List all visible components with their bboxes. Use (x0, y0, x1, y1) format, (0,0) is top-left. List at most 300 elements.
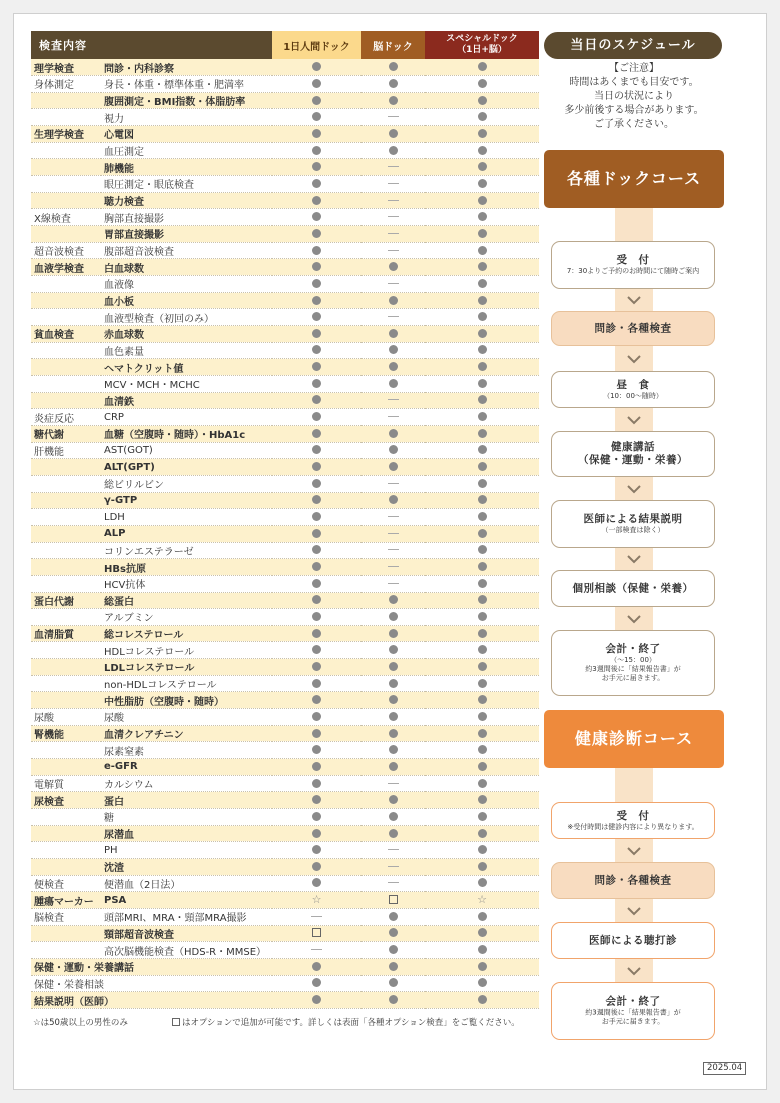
table-row (31, 92, 539, 109)
mark-cell-col1 (272, 709, 361, 726)
included-dot-icon (389, 729, 398, 738)
mark-cell-col2 (361, 259, 425, 276)
included-dot-icon (389, 445, 398, 454)
included-dot-icon (478, 495, 487, 504)
table-row (31, 192, 539, 209)
category-cell (31, 359, 101, 376)
included-dot-icon (478, 445, 487, 454)
included-dot-icon (389, 429, 398, 438)
star-icon: ☆ (311, 892, 322, 906)
mark-cell-col3 (425, 242, 539, 259)
mark-cell-col2 (361, 992, 425, 1009)
included-dot-icon (312, 179, 321, 188)
step-note: 約3週間後に「結果報告書」が (585, 1008, 681, 1017)
included-dot-icon (478, 545, 487, 554)
course_b-step (551, 802, 715, 839)
mark-cell-col1 (272, 859, 361, 876)
mark-cell-col2 (361, 942, 425, 959)
notice-line: 当日の状況により (594, 91, 674, 102)
mark-cell-col1 (272, 908, 361, 925)
included-dot-icon (312, 196, 321, 205)
mark-cell-col1 (272, 825, 361, 842)
mark-cell-col3 (425, 425, 539, 442)
mark-cell-col2 (361, 642, 425, 659)
mark-cell-col3 (425, 459, 539, 476)
included-dot-icon (389, 379, 398, 388)
not-included-dash-icon (388, 116, 399, 117)
category-cell (31, 859, 101, 876)
category-cell (31, 475, 101, 492)
mark-cell-col2 (361, 409, 425, 426)
flow-arrow-icon (626, 905, 642, 917)
included-dot-icon (389, 146, 398, 155)
item-cell: PH (101, 842, 272, 859)
table-row (31, 276, 539, 293)
category-cell: 結果説明（医師） (31, 992, 272, 1009)
step-title: 個別相談（保健・栄養） (572, 582, 694, 594)
included-dot-icon (312, 862, 321, 871)
mark-cell-col1 (272, 292, 361, 309)
category-cell: 尿検査 (31, 792, 101, 809)
included-dot-icon (389, 262, 398, 271)
mark-cell-col2 (361, 875, 425, 892)
category-cell: 脳検査 (31, 908, 101, 925)
included-dot-icon (312, 745, 321, 754)
item-cell: 胸部直接撮影 (101, 209, 272, 226)
step-title: 昼 食 (616, 378, 650, 391)
item-cell: 血液型検査（初回のみ） (101, 309, 272, 326)
included-dot-icon (312, 129, 321, 138)
included-dot-icon (312, 512, 321, 521)
included-dot-icon (478, 595, 487, 604)
item-cell: ヘマトクリット値 (101, 359, 272, 376)
mark-cell-col2 (361, 209, 425, 226)
footnote-star: ☆は50歳以上の男性のみ (33, 1018, 128, 1028)
included-dot-icon (312, 62, 321, 71)
mark-cell-col2 (361, 775, 425, 792)
included-dot-icon (478, 962, 487, 971)
mark-cell-col3 (425, 609, 539, 626)
table-row (31, 709, 539, 726)
included-dot-icon (478, 862, 487, 871)
table-row (31, 975, 539, 992)
not-included-dash-icon (388, 849, 399, 850)
table-row (31, 359, 539, 376)
item-cell: 血清鉄 (101, 392, 272, 409)
included-dot-icon (389, 712, 398, 721)
step-title: 健康講話 (611, 441, 655, 453)
category-cell (31, 342, 101, 359)
item-cell: AST(GOT) (101, 442, 272, 459)
mark-cell-col1 (272, 675, 361, 692)
category-cell (31, 542, 101, 559)
mark-cell-col1 (272, 575, 361, 592)
table-row (31, 509, 539, 526)
included-dot-icon (389, 129, 398, 138)
included-dot-icon (312, 595, 321, 604)
mark-cell-col2 (361, 159, 425, 176)
included-dot-icon (312, 462, 321, 471)
mark-cell-col2 (361, 659, 425, 676)
table-row (31, 209, 539, 226)
included-dot-icon (478, 96, 487, 105)
flow-arrow-icon (626, 613, 642, 625)
mark-cell-col3 (425, 375, 539, 392)
mark-cell-col2 (361, 442, 425, 459)
not-included-dash-icon (388, 283, 399, 284)
table-row (31, 342, 539, 359)
mark-cell-col2 (361, 392, 425, 409)
step-note: お手元に届きます。 (601, 1017, 665, 1026)
mark-cell-col2 (361, 809, 425, 826)
category-cell: 腎機能 (31, 725, 101, 742)
category-cell (31, 759, 101, 776)
mark-cell-col3 (425, 692, 539, 709)
mark-cell-col1 (272, 892, 361, 909)
mark-cell-col1 (272, 525, 361, 542)
mark-cell-col1 (272, 159, 361, 176)
schedule-notice (544, 62, 724, 132)
mark-cell-col2 (361, 859, 425, 876)
not-included-dash-icon (388, 416, 399, 417)
mark-cell-col3 (425, 942, 539, 959)
mark-cell-col3 (425, 675, 539, 692)
course-a-title: 各種ドックコース (544, 150, 724, 208)
mark-cell-col2 (361, 609, 425, 626)
mark-cell-col3 (425, 76, 539, 93)
included-dot-icon (478, 579, 487, 588)
category-cell: 貧血検査 (31, 326, 101, 343)
category-cell (31, 559, 101, 576)
table-row (31, 908, 539, 925)
mark-cell-col2 (361, 109, 425, 126)
category-cell: 尿酸 (31, 709, 101, 726)
included-dot-icon (389, 912, 398, 921)
category-cell (31, 675, 101, 692)
item-cell: 沈渣 (101, 859, 272, 876)
mark-cell-col1 (272, 109, 361, 126)
mark-cell-col2 (361, 625, 425, 642)
table-row (31, 409, 539, 426)
notice-line: 多少前後する場合があります。 (564, 105, 704, 116)
item-cell: 高次脳機能検査（HDS-R・MMSE） (101, 942, 272, 959)
included-dot-icon (312, 112, 321, 121)
mark-cell-col1 (272, 392, 361, 409)
mark-cell-col2 (361, 276, 425, 293)
category-cell (31, 842, 101, 859)
flow-arrow-icon (626, 414, 642, 426)
included-dot-icon (478, 312, 487, 321)
not-included-dash-icon (388, 483, 399, 484)
mark-cell-col2 (361, 226, 425, 243)
not-included-dash-icon (388, 233, 399, 234)
mark-cell-col2 (361, 692, 425, 709)
item-cell: 視力 (101, 109, 272, 126)
mark-cell-col1 (272, 992, 361, 1009)
mark-cell-col1 (272, 975, 361, 992)
step-note: （10：00～随時） (603, 391, 663, 400)
included-dot-icon (478, 629, 487, 638)
item-cell: 蛋白 (101, 792, 272, 809)
included-dot-icon (312, 829, 321, 838)
category-cell (31, 142, 101, 159)
included-dot-icon (478, 162, 487, 171)
table-row (31, 592, 539, 609)
flow-arrow-icon (626, 845, 642, 857)
included-dot-icon (312, 212, 321, 221)
table-row (31, 76, 539, 93)
mark-cell-col3 (425, 842, 539, 859)
item-cell: 白血球数 (101, 259, 272, 276)
included-dot-icon (478, 279, 487, 288)
table-row (31, 142, 539, 159)
included-dot-icon (312, 845, 321, 854)
included-dot-icon (312, 279, 321, 288)
included-dot-icon (478, 112, 487, 121)
mark-cell-col1 (272, 59, 361, 76)
included-dot-icon (478, 529, 487, 538)
mark-cell-col2 (361, 542, 425, 559)
table-row (31, 675, 539, 692)
included-dot-icon (478, 779, 487, 788)
step-note: （一部検査は除く） (601, 526, 665, 534)
table-row (31, 692, 539, 709)
category-cell: 炎症反応 (31, 409, 101, 426)
item-cell: non-HDLコレステロール (101, 675, 272, 692)
mark-cell-col1 (272, 226, 361, 243)
table-row (31, 492, 539, 509)
item-cell: 腹囲測定・BMI指数・体脂肪率 (101, 92, 272, 109)
table-row (31, 159, 539, 176)
not-included-dash-icon (388, 516, 399, 517)
category-cell: 糖代謝 (31, 425, 101, 442)
mark-cell-col1 (272, 742, 361, 759)
category-cell: 保健・運動・栄養講話 (31, 958, 272, 975)
included-dot-icon (312, 246, 321, 255)
table-row (31, 126, 539, 143)
item-cell: コリンエステラーゼ (101, 542, 272, 559)
not-included-dash-icon (388, 399, 399, 400)
not-included-dash-icon (388, 549, 399, 550)
item-cell: PSA (101, 892, 272, 909)
table-row (31, 559, 539, 576)
included-dot-icon (389, 79, 398, 88)
category-cell: 理学検査 (31, 59, 101, 76)
not-included-dash-icon (388, 533, 399, 534)
item-cell: 中性脂肪（空腹時・随時） (101, 692, 272, 709)
mark-cell-col2 (361, 76, 425, 93)
item-cell: カルシウム (101, 775, 272, 792)
mark-cell-col2 (361, 142, 425, 159)
mark-cell-col2 (361, 742, 425, 759)
step-title: 医師による結果説明 (583, 513, 683, 525)
item-cell: 身長・体重・標準体重・肥満率 (101, 76, 272, 93)
included-dot-icon (478, 146, 487, 155)
item-cell: 聴力検査 (101, 192, 272, 209)
included-dot-icon (389, 978, 398, 987)
flow-arrow-icon (626, 294, 642, 306)
mark-cell-col2 (361, 792, 425, 809)
mark-cell-col2 (361, 725, 425, 742)
step-title: 会計・終了 (605, 995, 661, 1008)
header-col1: 1日人間ドック (272, 31, 361, 59)
mark-cell-col3 (425, 542, 539, 559)
category-cell: 身体測定 (31, 76, 101, 93)
step-note: 7：30よりご予約のお時間にて随時ご案内 (566, 267, 700, 275)
course_a-step (551, 630, 715, 696)
mark-cell-col2 (361, 925, 425, 942)
mark-cell-col1 (272, 92, 361, 109)
mark-cell-col1 (272, 442, 361, 459)
mark-cell-col1 (272, 176, 361, 193)
course_a-step (551, 431, 715, 477)
included-dot-icon (478, 79, 487, 88)
item-cell: 総ビリルビン (101, 475, 272, 492)
mark-cell-col3 (425, 725, 539, 742)
category-cell: 血清脂質 (31, 625, 101, 642)
step-title: 問診・各種検査 (594, 322, 672, 334)
star-icon: ☆ (477, 892, 487, 906)
category-cell: X線検査 (31, 209, 101, 226)
mark-cell-col3 (425, 259, 539, 276)
item-cell: 血小板 (101, 292, 272, 309)
mark-cell-col1 (272, 342, 361, 359)
mark-cell-col1 (272, 459, 361, 476)
mark-cell-col3 (425, 559, 539, 576)
mark-cell-col2 (361, 359, 425, 376)
included-dot-icon (478, 712, 487, 721)
mark-cell-col2 (361, 575, 425, 592)
category-cell (31, 925, 101, 942)
mark-cell-col3 (425, 309, 539, 326)
table-row (31, 992, 539, 1009)
mark-cell-col3 (425, 592, 539, 609)
included-dot-icon (478, 395, 487, 404)
mark-cell-col2 (361, 326, 425, 343)
mark-cell-col2 (361, 825, 425, 842)
footnote-box: はオプションで追加が可能です。詳しくは表面「各種オプション検査」をご覧ください。 (172, 1016, 520, 1028)
mark-cell-col3 (425, 742, 539, 759)
included-dot-icon (312, 645, 321, 654)
item-cell: 糖 (101, 809, 272, 826)
included-dot-icon (312, 545, 321, 554)
mark-cell-col1 (272, 375, 361, 392)
mark-cell-col2 (361, 459, 425, 476)
included-dot-icon (312, 395, 321, 404)
included-dot-icon (389, 345, 398, 354)
mark-cell-col3 (425, 525, 539, 542)
mark-cell-col3 (425, 958, 539, 975)
item-cell: ALP (101, 525, 272, 542)
mark-cell-col3 (425, 192, 539, 209)
mark-cell-col3 (425, 709, 539, 726)
included-dot-icon (389, 495, 398, 504)
table-row (31, 742, 539, 759)
included-dot-icon (478, 795, 487, 804)
mark-cell-col2 (361, 59, 425, 76)
mark-cell-col1 (272, 559, 361, 576)
category-cell (31, 742, 101, 759)
step-note: （～15：00） (610, 656, 656, 664)
mark-cell-col2 (361, 176, 425, 193)
step-title-line2: （保健・運動・栄養） (578, 454, 688, 466)
mark-cell-col2 (361, 759, 425, 776)
table-row (31, 892, 539, 909)
category-cell: 保健・栄養相談 (31, 975, 272, 992)
included-dot-icon (312, 679, 321, 688)
schedule-title: 当日のスケジュール (544, 32, 722, 59)
mark-cell-col2 (361, 842, 425, 859)
item-cell: MCV・MCH・MCHC (101, 375, 272, 392)
included-dot-icon (312, 412, 321, 421)
category-cell (31, 92, 101, 109)
mark-cell-col3 (425, 126, 539, 143)
category-cell (31, 525, 101, 542)
table-row (31, 825, 539, 842)
mark-cell-col3 (425, 475, 539, 492)
mark-cell-col3 (425, 176, 539, 193)
step-title: 受 付 (616, 809, 650, 822)
table-row (31, 575, 539, 592)
included-dot-icon (312, 445, 321, 454)
included-dot-icon (389, 662, 398, 671)
mark-cell-col3 (425, 575, 539, 592)
mark-cell-col3 (425, 59, 539, 76)
mark-cell-col3 (425, 92, 539, 109)
mark-cell-col1 (272, 958, 361, 975)
included-dot-icon (478, 62, 487, 71)
table-row (31, 109, 539, 126)
course_a-step (551, 371, 715, 408)
included-dot-icon (312, 529, 321, 538)
not-included-dash-icon (311, 949, 322, 950)
mark-cell-col2 (361, 892, 425, 909)
table-row (31, 326, 539, 343)
included-dot-icon (312, 729, 321, 738)
item-cell: 血清クレアチニン (101, 725, 272, 742)
included-dot-icon (312, 262, 321, 271)
option-box-icon (312, 928, 321, 937)
table-row (31, 942, 539, 959)
flow-arrow-icon (626, 483, 642, 495)
included-dot-icon (312, 146, 321, 155)
table-row (31, 292, 539, 309)
item-cell: 心電図 (101, 126, 272, 143)
included-dot-icon (478, 745, 487, 754)
category-cell (31, 575, 101, 592)
included-dot-icon (312, 995, 321, 1004)
mark-cell-col3 (425, 859, 539, 876)
included-dot-icon (389, 362, 398, 371)
mark-cell-col2 (361, 525, 425, 542)
table-row (31, 242, 539, 259)
item-cell: 血圧測定 (101, 142, 272, 159)
mark-cell-col2 (361, 908, 425, 925)
item-cell: HDLコレステロール (101, 642, 272, 659)
mark-cell-col1 (272, 209, 361, 226)
included-dot-icon (478, 362, 487, 371)
included-dot-icon (312, 779, 321, 788)
included-dot-icon (389, 96, 398, 105)
included-dot-icon (478, 196, 487, 205)
included-dot-icon (389, 795, 398, 804)
included-dot-icon (478, 179, 487, 188)
mark-cell-col3 (425, 292, 539, 309)
mark-cell-col1 (272, 326, 361, 343)
item-cell: 尿潜血 (101, 825, 272, 842)
mark-cell-col1 (272, 475, 361, 492)
course_b-step (551, 862, 715, 899)
